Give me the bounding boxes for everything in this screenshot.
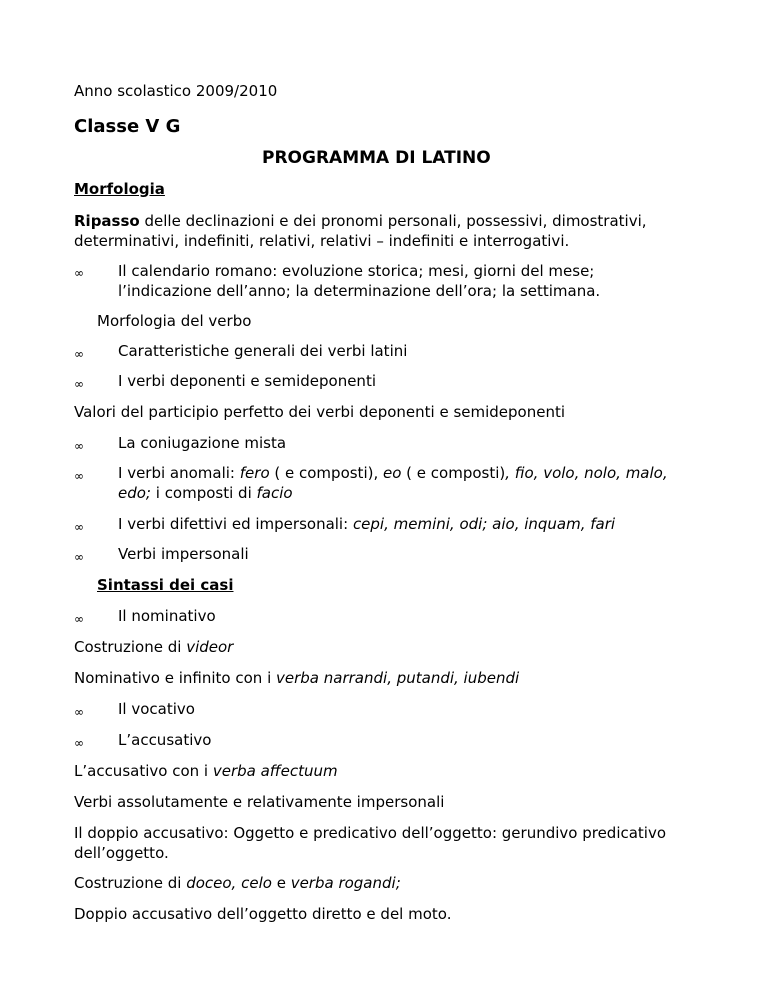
doceo-text: e [271,874,291,892]
anomali-text: i composti di [150,484,257,502]
ripasso-bold: Ripasso [74,212,140,230]
anomali-text: ( e composti) [401,464,506,482]
bullet-icon: ∞ [74,439,84,453]
bullet-icon: ∞ [74,550,84,564]
anomali-list: , fio, volo, nolo, malo, [505,464,668,482]
program-title: PROGRAMMA DI LATINO [262,148,491,168]
doceo-verba: verba rogandi; [290,874,401,892]
difettivi-item [118,515,615,534]
anomali-fero: fero [239,464,270,482]
nominativo-infinito-verba: verba narrandi, putandi, iubendi [276,669,520,687]
doceo-text: Costruzione di [74,874,187,892]
affectuum-text: L’accusativo con i [74,762,213,780]
valori-participio: Valori del participio perfetto dei verbi deponenti e semideponenti [74,403,566,421]
nominativo-infinito [74,669,519,688]
ripasso-rest: delle declinazioni e dei pronomi personali, possessivi, dimostrativi, [139,212,647,230]
bullet-icon: ∞ [74,469,84,483]
deponenti-item: I verbi deponenti e semideponenti [118,372,376,390]
calendario-line-1: Il calendario romano: evoluzione storica; mesi, giorni del mese; [118,262,595,280]
doppio-accusativo-line-2: dell’oggetto. [74,844,169,862]
bullet-icon: ∞ [74,612,84,626]
caratteristiche-item: Caratteristiche generali dei verbi latini [118,342,408,360]
anomali-line-1 [118,464,668,483]
anomali-facio: facio [256,484,293,502]
difettivi-list: cepi, memini, odi; aio, inquam, fari [352,515,616,533]
costruzione-videor [74,638,233,657]
coniugazione-mista-item: La coniugazione mista [118,434,287,452]
bullet-icon: ∞ [74,266,84,280]
bullet-icon: ∞ [74,520,84,534]
affectuum-verba: verba affectuum [212,762,338,780]
doppio-accusativo-line-1: Il doppio accusativo: Oggetto e predicativo dell’oggetto: gerundivo predicativo [74,824,667,842]
anomali-line-2 [118,484,293,503]
difettivi-text: I verbi difettivi ed impersonali: [118,515,353,533]
calendario-line-2: l’indicazione dell’anno; la determinazione dell’ora; la settimana. [118,282,601,300]
school-year: Anno scolastico 2009/2010 [74,82,278,100]
bullet-icon: ∞ [74,377,84,391]
anomali-text: I verbi anomali: [118,464,240,482]
vocativo-item: Il vocativo [118,700,195,718]
videor-word: videor [186,638,234,656]
morfologia-verbo: Morfologia del verbo [97,312,252,330]
ripasso-line-1 [74,212,647,231]
anomali-edo: edo; [118,484,151,502]
doppio-oggetto-moto: Doppio accusativo dell’oggetto diretto e del moto. [74,905,452,923]
costruzione-doceo [74,874,401,893]
videor-text: Costruzione di [74,638,187,656]
nominativo-infinito-text: Nominativo e infinito con i [74,669,277,687]
anomali-eo: eo [383,464,402,482]
section-morfologia: Morfologia [74,180,165,198]
doceo-words: doceo, celo [186,874,272,892]
section-sintassi: Sintassi dei casi [97,576,234,594]
bullet-icon: ∞ [74,705,84,719]
ripasso-line-2: determinativi, indefiniti, relativi, relativi – indefiniti e interrogativi. [74,232,570,250]
anomali-text: ( e composti), [269,464,383,482]
nominativo-item: Il nominativo [118,607,216,625]
accusativo-affectuum [74,762,338,781]
bullet-icon: ∞ [74,347,84,361]
impersonali-item: Verbi impersonali [118,545,249,563]
bullet-icon: ∞ [74,736,84,750]
class-title: Classe V G [74,116,181,137]
accusativo-item: L’accusativo [118,731,212,749]
verbi-assolutamente: Verbi assolutamente e relativamente impersonali [74,793,445,811]
